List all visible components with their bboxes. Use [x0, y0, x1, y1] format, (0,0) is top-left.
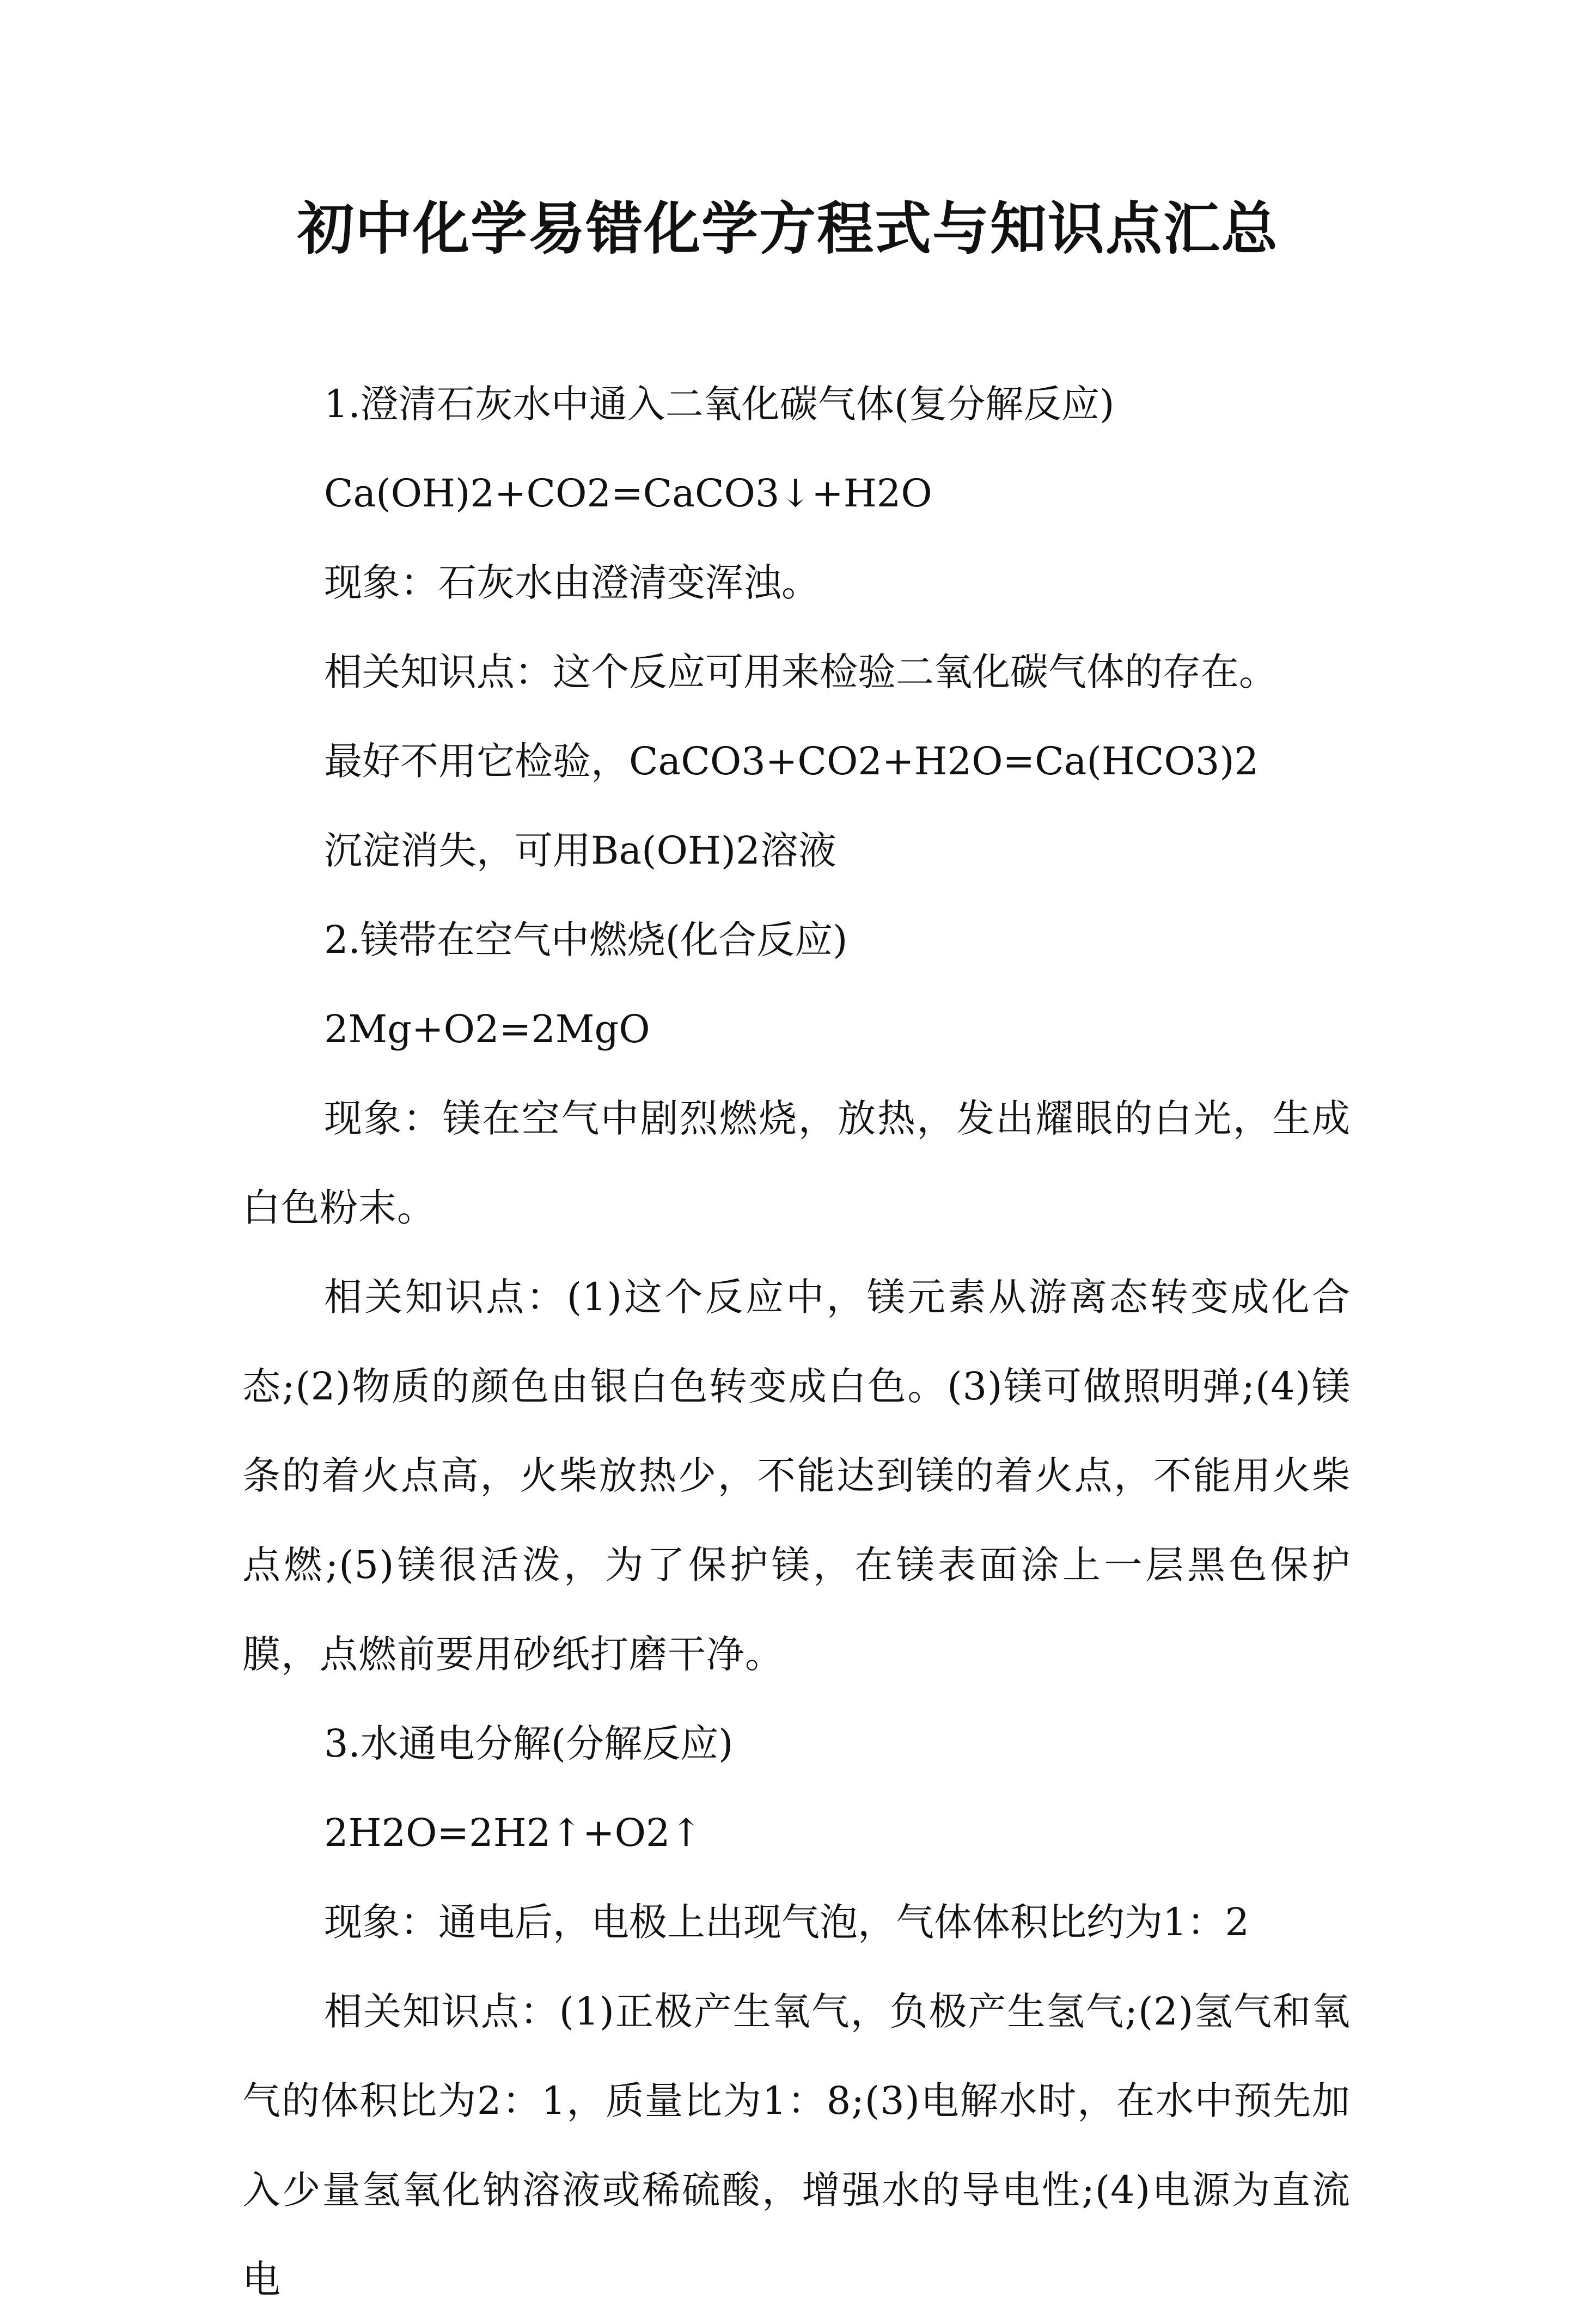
item-3-heading: 3.水通电分解(分解反应)	[324, 1721, 734, 1766]
item-2-phenomenon: 现象：镁在空气中剧烈燃烧，放热，发出耀眼的白光，生成白色粉末。	[242, 1096, 1351, 1230]
item-3-equation: 2H2O=2H2↑+O2↑	[324, 1811, 703, 1855]
item-3-phenomenon: 现象：通电后，电极上出现气泡，气体体积比约为1：2	[324, 1900, 1250, 1944]
item-1-note-equation: 最好不用它检验，CaCO3+CO2+H2O=Ca(HCO3)2	[324, 739, 1259, 784]
item-3-knowledge: 相关知识点：(1)正极产生氧气，负极产生氢气;(2)氢气和氧气的体积比为2：1，质量比为1：8;(3)电解水时，在水中预先加入少量氢氧化钠溶液或稀硫酸，增强水的导电性;(4)电源为直流电	[242, 1989, 1351, 2302]
item-1-note: 沉淀消失，可用Ba(OH)2溶液	[324, 828, 836, 873]
item-2-equation: 2Mg+O2=2MgO	[324, 1007, 650, 1051]
item-2-knowledge: 相关知识点：(1)这个反应中，镁元素从游离态转变成化合态;(2)物质的颜色由银白色转变成白色。(3)镁可做照明弹;(4)镁条的着火点高，火柴放热少，不能达到镁的着火点，不能用火柴点燃;(5)镁很活泼，为了保护镁，在镁表面涂上一层黑色保护膜，点燃前要用砂纸打磨干净。	[242, 1275, 1351, 1677]
document-body	[242, 359, 1351, 2324]
item-2-heading: 2.镁带在空气中燃烧(化合反应)	[324, 918, 848, 962]
document-title: 初中化学易错化学方程式与知识点汇总	[297, 195, 1279, 262]
item-1-heading: 1.澄清石灰水中通入二氧化碳气体(复分解反应)	[324, 382, 1115, 426]
item-1-equation: Ca(OH)2+CO2=CaCO3↓+H2O	[324, 471, 932, 516]
item-1-knowledge: 相关知识点：这个反应可用来检验二氧化碳气体的存在。	[324, 650, 1277, 694]
item-1-phenomenon: 现象：石灰水由澄清变浑浊。	[324, 560, 820, 605]
